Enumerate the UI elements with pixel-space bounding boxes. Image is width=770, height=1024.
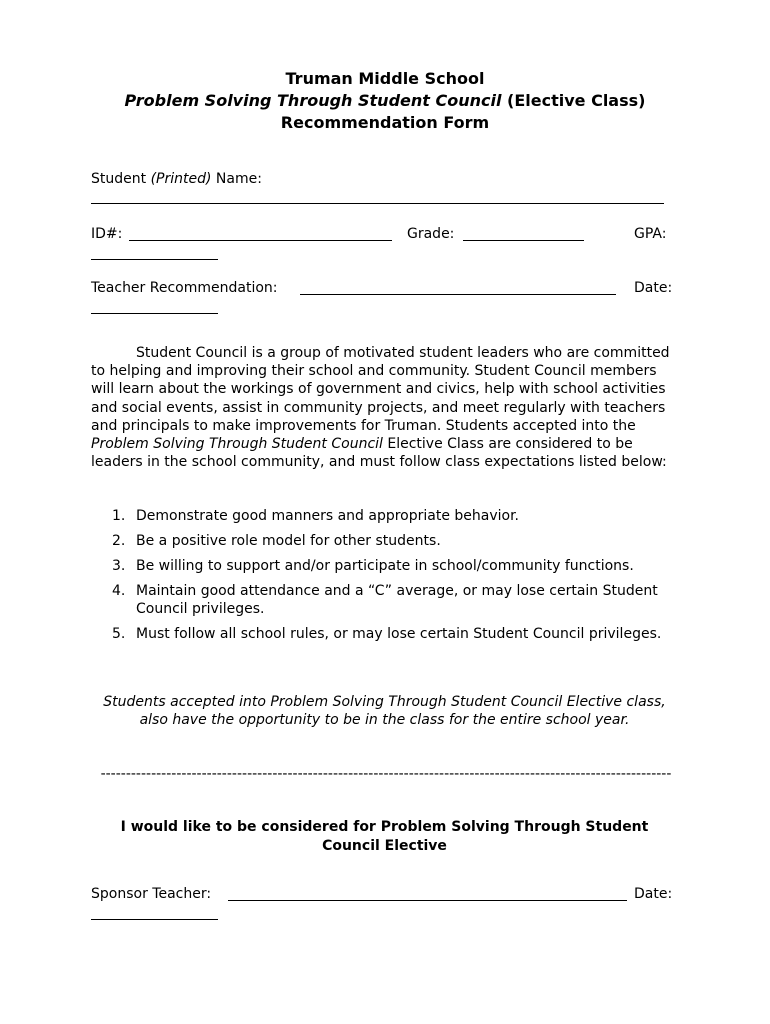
student-name-prefix: Student bbox=[91, 171, 151, 187]
list-item bbox=[91, 557, 691, 575]
student-name-label bbox=[91, 170, 262, 188]
gpa-field[interactable] bbox=[91, 259, 218, 260]
description-course-italic: Problem Solving Through Student Council bbox=[91, 436, 383, 453]
teacher-recommendation-field[interactable] bbox=[300, 294, 616, 295]
sponsor-date-field[interactable] bbox=[91, 919, 218, 920]
sponsor-date-label: Date: bbox=[634, 886, 673, 902]
consideration-statement: I would like to be considered for Problem Solving Through Student Council Elective bbox=[120, 819, 649, 854]
course-title bbox=[0, 90, 770, 112]
council-description bbox=[91, 344, 681, 471]
grade-label: Grade: bbox=[407, 226, 455, 242]
form-header bbox=[0, 68, 770, 134]
full-year-note bbox=[91, 693, 678, 729]
full-year-note-line-1: Students accepted into Problem Solving Through Student Council Elective class, bbox=[103, 694, 666, 710]
list-item-text: Demonstrate good manners and appropriate behavior. bbox=[136, 508, 520, 524]
list-item-text: Must follow all school rules, or may lose certain Student Council privileges. bbox=[136, 626, 662, 642]
list-item-text: Be willing to support and/or participate in school/community functions. bbox=[136, 558, 634, 574]
date-label: Date: bbox=[634, 280, 673, 296]
description-text-2: Elective Class are considered to be leaders in the school community, and must follow class expectations listed below: bbox=[91, 436, 667, 471]
full-year-note-line-2: also have the opportunity to be in the class for the entire school year. bbox=[139, 712, 630, 728]
student-name-field[interactable] bbox=[91, 203, 664, 204]
list-item bbox=[91, 582, 691, 618]
form-title: Recommendation Form bbox=[280, 113, 490, 132]
list-item-text: Be a positive role model for other students. bbox=[136, 533, 441, 549]
list-item bbox=[91, 532, 691, 550]
cut-line-separator: ----------------------------------------------------------------------------------------------------------------- bbox=[100, 766, 672, 782]
student-name-suffix: Name: bbox=[211, 171, 262, 187]
list-item bbox=[91, 507, 691, 525]
list-item bbox=[91, 625, 691, 643]
teacher-recommendation-label: Teacher Recommendation: bbox=[91, 280, 278, 296]
student-name-printed: (Printed) bbox=[150, 171, 212, 187]
list-item-text: Maintain good attendance and a “C” average, or may lose certain Student Council privileges. bbox=[136, 583, 658, 617]
course-title-suffix: (Elective Class) bbox=[501, 91, 646, 110]
sponsor-teacher-field[interactable] bbox=[228, 900, 627, 901]
id-field[interactable] bbox=[129, 240, 392, 241]
school-name: Truman Middle School bbox=[285, 69, 485, 88]
list-item-number: 3. bbox=[112, 558, 126, 574]
list-item-number: 2. bbox=[112, 533, 126, 549]
description-text-1: Student Council is a group of motivated student leaders who are committed to helping and improving their school and community. Student Council members will learn about the workings of government and civics, help with school activities and social events, assist in community projects, and meet regularly with teachers and principals to make improvements for Truman. Students accepted into the bbox=[91, 345, 670, 434]
list-item-number: 5. bbox=[112, 626, 126, 642]
course-title-italic: Problem Solving Through Student Council bbox=[124, 91, 502, 110]
gpa-label: GPA: bbox=[634, 226, 667, 242]
date-field[interactable] bbox=[91, 313, 218, 314]
id-label: ID#: bbox=[91, 226, 123, 242]
sponsor-teacher-label: Sponsor Teacher: bbox=[91, 886, 212, 902]
expectations-list bbox=[91, 507, 691, 650]
list-item-number: 4. bbox=[112, 583, 126, 599]
list-item-number: 1. bbox=[112, 508, 126, 524]
grade-field[interactable] bbox=[463, 240, 584, 241]
